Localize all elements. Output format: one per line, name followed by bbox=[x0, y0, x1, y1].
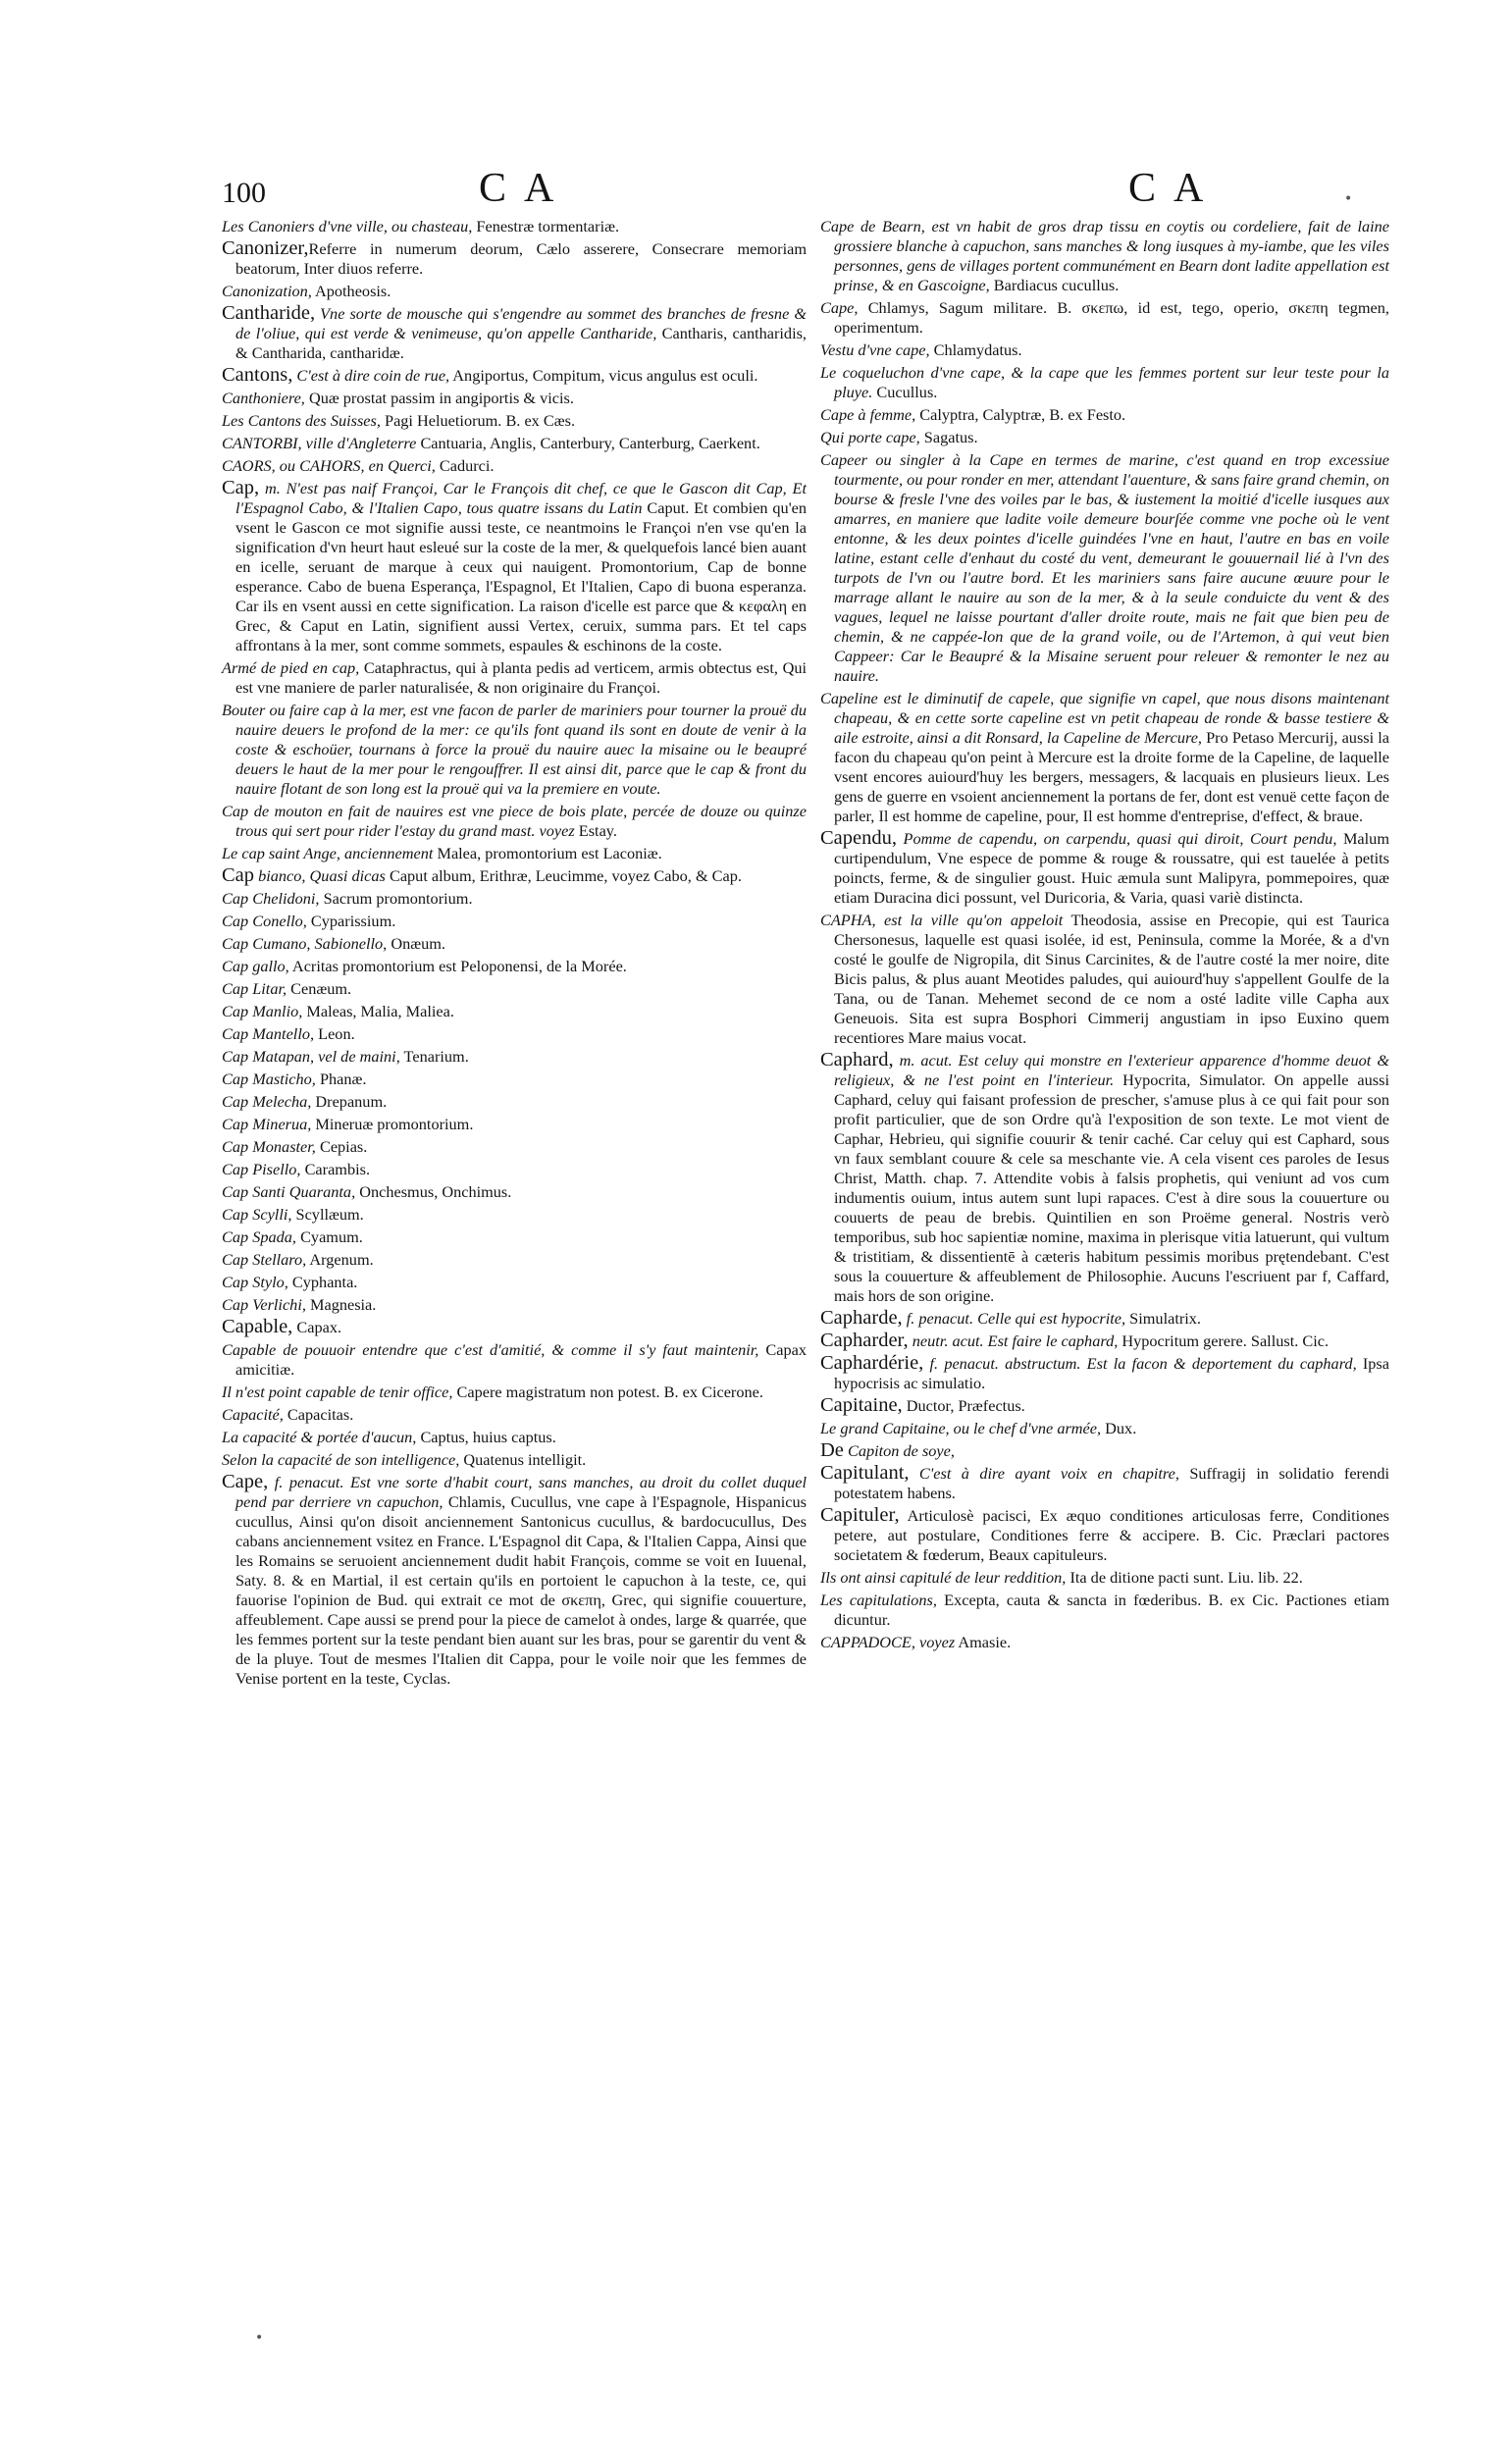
dictionary-entry bbox=[222, 433, 807, 453]
entry-french: Bouter ou faire cap à la mer, est vne facon de parler de mariniers pour tourner la prouë du nauire deuers le profond de la mer: ce qu'ils font quand ils sont en doute de venir à la coste & eschoüer, tournans à force la prouë du nauire auec la misaine ou le beaupré deuers le haut de la mer pour le rengouffrer. Il est ainsi dit, parce que le cap & front du nauire flotant de son long est la prouë qui va la premiere en voute. bbox=[222, 701, 807, 798]
dictionary-entry bbox=[820, 1505, 1389, 1565]
entry-french: Cap Stellaro, bbox=[222, 1250, 307, 1269]
entry-latin: Acritas promontorium est Peloponensi, de la Morée. bbox=[288, 957, 627, 975]
entry-french: Cape à femme, bbox=[820, 405, 916, 424]
entry-latin: Simulatrix. bbox=[1125, 1309, 1201, 1328]
entry-latin: Ipsa hypocrisis ac simulatio. bbox=[834, 1354, 1389, 1392]
entry-latin: Capacitas. bbox=[283, 1405, 354, 1424]
margin-dot: • bbox=[255, 2330, 264, 2346]
dictionary-entry bbox=[222, 1204, 807, 1225]
entry-french: Le grand Capitaine, ou le chef d'vne armée, bbox=[820, 1419, 1102, 1437]
entry-latin: Fenestræ tormentariæ. bbox=[472, 217, 620, 235]
dictionary-entry bbox=[820, 1590, 1389, 1630]
entry-latin: Malum curtipendulum, Vne espece de pomme & rouge & roussatre, qui est tauelée à petits poincts, ferme, & de singulier goust. Huic æmula sunt Malipyra, pommepoires, quæ etiam Duracina dici possunt, vel Duricoria, & Varia, quasi variè distincta. bbox=[834, 829, 1389, 907]
dictionary-entry bbox=[222, 1249, 807, 1270]
dictionary-entry bbox=[222, 956, 807, 976]
dictionary-entry bbox=[820, 1567, 1389, 1588]
entry-latin: Quatenus intelligit. bbox=[459, 1450, 587, 1469]
entry-latin: Phanæ. bbox=[315, 1070, 367, 1088]
dictionary-entry bbox=[820, 1353, 1389, 1393]
entry-headword: Caphardérie, bbox=[820, 1352, 924, 1374]
entry-headword: Cap, bbox=[222, 477, 260, 498]
entry-french: Cap Cumano, Sabionello, bbox=[222, 934, 388, 953]
entry-latin: Sacrum promontorium. bbox=[319, 889, 473, 908]
entry-latin: Amasie. bbox=[955, 1633, 1012, 1651]
entry-french: f. penacut. Celle qui est hypocrite, bbox=[902, 1309, 1126, 1328]
entry-latin: Suffragij in solidatio ferendi potestatem habens. bbox=[834, 1464, 1389, 1502]
entry-french: CAPHA, est la ville qu'on appeloit bbox=[820, 911, 1064, 929]
entry-french: Les Canoniers d'vne ville, ou chasteau, bbox=[222, 217, 473, 235]
dictionary-entry bbox=[820, 1632, 1389, 1652]
entry-latin: Malea, promontorium est Laconiæ. bbox=[433, 844, 662, 862]
dictionary-entry bbox=[820, 1331, 1389, 1351]
entry-french: Capable de pouuoir entendre que c'est d'amitié, & comme il s'y faut maintenir, bbox=[222, 1340, 759, 1359]
entry-french: Vne sorte de mousche qui s'engendre au sommet des branches de fresne & de l'oliue, qui est verde & venimeuse, qu'on appelle Cantharide, bbox=[235, 304, 807, 342]
entry-latin: Argenum. bbox=[306, 1250, 374, 1269]
entry-headword: Caphard, bbox=[820, 1049, 894, 1070]
entry-french: Cap Monaster, bbox=[222, 1137, 316, 1156]
entry-latin: Hypocrita, Simulator. On appelle aussi Caphard, celuy qui faisant profession de prescher, s'amuse plus à ce qui fait pour son profit particulier, que de son Ordre qu'à l'exposition de son texte. Le mot vient de Caphar, Hebrieu, qui signifie couurir & tenir caché. Car celuy qui est Caphard, sous vn faux semblant couure & cele sa meschante vie. A cela visent ces paroles de Iesus Christ, Matth. chap. 7. Attendite vobis à falsis prophetis, qui veniunt ad vos cum indumentis ouium, intus autem sunt lupi rapaces. C'est à dire sous la couuerture ou couuerts de peau de brebis. Quintilien en son Proëme general. Nostris verò temporibus, sub hoc sapientiæ nomine, maxima in plerisque vitia latuerunt, qui vultum & tristitiam, & dissentientē à cæteris habitum pessimis moribus prętendebant. C'est sous la couuerture & affeublement de Philosophie. Aucuns l'escriuent par f, Caffard, mais hors de son origine. bbox=[834, 1070, 1389, 1305]
dictionary-entry bbox=[222, 410, 807, 431]
dictionary-entry bbox=[222, 1114, 807, 1134]
entry-latin: Cenæum. bbox=[287, 979, 352, 998]
dictionary-entry bbox=[222, 216, 807, 236]
page-number: 100 bbox=[222, 177, 266, 209]
entry-latin: Capere magistratum non potest. B. ex Cicerone. bbox=[452, 1383, 763, 1401]
dictionary-entry bbox=[222, 1136, 807, 1157]
entry-latin: Estay. bbox=[574, 821, 617, 840]
entry-latin: Articulosè pacisci, Ex æquo conditiones articulosas ferre, Conditiones petere, aut postulare, Conditiones ferre & accipere. B. Cic. Præclari pactores societatem & fœderum, Beaux capituleurs. bbox=[834, 1506, 1389, 1564]
dictionary-entry bbox=[222, 281, 807, 301]
entry-headword: Capharder, bbox=[820, 1330, 909, 1351]
entry-latin: Caput album, Erithræ, Leucimme, voyez Cabo, & Cap. bbox=[385, 866, 742, 885]
entry-french: f. penacut. abstructum. Est la facon & deportement du caphard, bbox=[923, 1354, 1357, 1373]
dictionary-entry bbox=[222, 1046, 807, 1067]
entry-french: Cap Minerua, bbox=[222, 1115, 312, 1133]
dictionary-entry bbox=[222, 1449, 807, 1470]
dictionary-entry bbox=[222, 478, 807, 655]
dictionary-entry bbox=[222, 303, 807, 363]
dictionary-entry bbox=[820, 828, 1389, 908]
entry-french: m. acut. Est celuy qui monstre en l'exterieur apparence d'homme deuot & religieux, & ne l'est point en l'interieur. bbox=[834, 1051, 1389, 1089]
dictionary-entry bbox=[222, 911, 807, 931]
entry-french: Cap gallo, bbox=[222, 957, 289, 975]
dictionary-entry bbox=[820, 1050, 1389, 1306]
entry-latin: Drepanum. bbox=[311, 1092, 388, 1111]
dictionary-entry bbox=[222, 865, 807, 886]
dictionary-entry bbox=[222, 933, 807, 954]
dictionary-entry bbox=[222, 1069, 807, 1089]
entry-french: Cap Scylli, bbox=[222, 1205, 292, 1224]
entry-latin: Captus, huius captus. bbox=[416, 1428, 556, 1446]
entry-latin: Sagatus. bbox=[919, 428, 978, 446]
entry-headword: Capable, bbox=[222, 1316, 293, 1337]
entry-latin: Pro Petaso Mercurij, aussi la facon du chapeau qu'on peint à Mercure est la droite forme de la Capeline, de laquelle vsent encores auiourd'huy les bergers, messagers, & lacquais en plusieurs lieux. Les gens de guerre en vsoient anciennement la portans de fer, dont est venuë cette façon de parler, Il est homme de capeline, pour, Il est homme d'entreprise, d'effect, & braue. bbox=[834, 728, 1389, 825]
dictionary-entry bbox=[222, 657, 807, 698]
entry-headword: Cape, bbox=[222, 1471, 269, 1492]
entry-french: Cap Melecha, bbox=[222, 1092, 312, 1111]
dictionary-entry bbox=[820, 1395, 1389, 1416]
dictionary-entry bbox=[222, 843, 807, 863]
entry-latin: Capax. bbox=[292, 1318, 342, 1336]
entry-latin: Cataphractus, qui à planta pedis ad verticem, armis obtectus est, Qui est vne maniere de parler naturalisée, & non originaire du Françoi. bbox=[235, 658, 808, 697]
entry-french: f. penacut. Est vne sorte d'habit court, sans manches, au droit du collet duquel pend par derriere vn capuchon, bbox=[235, 1473, 807, 1511]
entry-french: bianco, Quasi dicas bbox=[254, 866, 386, 885]
entry-headword: De bbox=[820, 1439, 844, 1461]
dictionary-entry bbox=[820, 1418, 1389, 1438]
dictionary-entry bbox=[820, 339, 1389, 360]
entry-headword: Capendu, bbox=[820, 827, 897, 849]
entry-french: Cap de mouton en fait de nauires est vne piece de bois plate, percée de douze ou quinze trous qui sert pour rider l'estay du grand mast. voyez bbox=[222, 802, 807, 840]
entry-french: Armé de pied en cap, bbox=[222, 658, 360, 677]
entry-french: Le cap saint Ange, anciennement bbox=[222, 844, 434, 862]
entry-latin: Quæ prostat passim in angiportis & vicis. bbox=[304, 389, 574, 407]
right-column bbox=[820, 216, 1389, 1654]
entry-french: C'est à dire ayant voix en chapitre, bbox=[909, 1464, 1179, 1483]
entry-french: Capiton de soye, bbox=[843, 1441, 955, 1460]
dictionary-entry bbox=[820, 688, 1389, 826]
dictionary-entry bbox=[222, 1023, 807, 1044]
entry-french: Cap Conello, bbox=[222, 912, 307, 930]
entry-latin: Apotheosis. bbox=[311, 282, 391, 300]
entry-french: Cap Matapan, vel de maini, bbox=[222, 1047, 400, 1066]
entry-french: Vestu d'vne cape, bbox=[820, 340, 930, 359]
entry-headword: Cantons, bbox=[222, 364, 293, 386]
entry-latin: Chlamydatus. bbox=[929, 340, 1022, 359]
entry-latin: Ductor, Præfectus. bbox=[902, 1396, 1025, 1415]
dictionary-entry bbox=[222, 1159, 807, 1179]
entry-french: Canonization, bbox=[222, 282, 312, 300]
entry-french: CAPPADOCE, voyez bbox=[820, 1633, 956, 1651]
entry-latin: Onchesmus, Onchimus. bbox=[355, 1182, 512, 1201]
dictionary-entry bbox=[222, 1382, 807, 1402]
entry-french: Qui porte cape, bbox=[820, 428, 920, 446]
entry-headword: Cap bbox=[222, 864, 255, 886]
entry-latin: Carambis. bbox=[300, 1160, 371, 1178]
dictionary-entry bbox=[820, 404, 1389, 425]
entry-french: La capacité & portée d'aucun, bbox=[222, 1428, 417, 1446]
dictionary-entry bbox=[820, 1308, 1389, 1329]
dictionary-entry bbox=[820, 910, 1389, 1048]
dictionary-entry bbox=[222, 700, 807, 799]
running-head-left: CA bbox=[479, 166, 572, 211]
entry-latin: Ita de ditione pacti sunt. Liu. lib. 22. bbox=[1066, 1568, 1303, 1587]
entry-french: Cape de Bearn, est vn habit de gros drap tissu en coytis ou cordeliere, fait de laine grossiere blanche à capuchon, sans manches & long iusques à my-iambe, que les viles personnes, gens de villages portent communément en Bearn dont ladite appellation est prinse, & en Gascoigne, bbox=[820, 217, 1389, 294]
dictionary-entry bbox=[222, 1001, 807, 1021]
dictionary-entry bbox=[820, 449, 1389, 686]
entry-headword: Canonizer, bbox=[222, 237, 309, 259]
entry-latin: Capax amicitiæ. bbox=[235, 1340, 807, 1379]
dictionary-entry bbox=[222, 978, 807, 999]
entry-headword: Capituler, bbox=[820, 1504, 900, 1526]
entry-latin: Angiportus, Compitum, vicus angulus est oculi. bbox=[449, 366, 758, 385]
left-column bbox=[222, 216, 807, 1691]
margin-dot: • bbox=[1344, 191, 1353, 207]
entry-latin: Scyllæum. bbox=[291, 1205, 364, 1224]
dictionary-entry bbox=[222, 1226, 807, 1247]
entry-french: Cap Pisello, bbox=[222, 1160, 301, 1178]
entry-latin: Cucullus. bbox=[872, 383, 938, 401]
entry-french: Pomme de capendu, on carpendu, quasi qui diroit, Court pendu, bbox=[897, 829, 1337, 848]
dictionary-entry bbox=[222, 888, 807, 909]
entry-latin: Mineruæ promontorium. bbox=[311, 1115, 474, 1133]
entry-latin: Onæum. bbox=[387, 934, 445, 953]
dictionary-entry bbox=[820, 216, 1389, 295]
dictionary-entry bbox=[222, 1317, 807, 1337]
entry-latin: Dux. bbox=[1101, 1419, 1137, 1437]
dictionary-entry bbox=[222, 1404, 807, 1425]
entry-latin: Cyamum. bbox=[296, 1227, 363, 1246]
entry-latin: Leon. bbox=[314, 1024, 355, 1043]
entry-latin: Cantuaria, Anglis, Canterbury, Canterburg, Caerkent. bbox=[416, 434, 760, 452]
entry-latin: Bardiacus cucullus. bbox=[989, 276, 1120, 294]
dictionary-entry bbox=[222, 1472, 807, 1689]
entry-french: Capacité, bbox=[222, 1405, 284, 1424]
dictionary-entry bbox=[222, 1091, 807, 1112]
dictionary-entry bbox=[820, 427, 1389, 447]
entry-latin: Tenarium. bbox=[399, 1047, 469, 1066]
entry-french: Cap Stylo, bbox=[222, 1273, 288, 1291]
entry-french: Cap Chelidoni, bbox=[222, 889, 320, 908]
entry-latin: Calyptra, Calyptræ, B. ex Festo. bbox=[915, 405, 1126, 424]
entry-french: C'est à dire coin de rue, bbox=[292, 366, 450, 385]
dictionary-entry bbox=[222, 801, 807, 841]
entry-french: Cap Mantello, bbox=[222, 1024, 315, 1043]
entry-headword: Capitaine, bbox=[820, 1394, 903, 1416]
entry-latin: Chlamis, Cucullus, vne cape à l'Espagnole, Hispanicus cucullus, Ainsi qu'on disoit anciennement Santonicus cucullus, & bardocucullus, Des cabans anciennement vsitez en France. L'Espagnol dit Capa, & l'Italien Cappa, Ainsi que les Romains se seruoient anciennement dudit habit François, comme se voit en Iuuenal, Saty. 8. & en Martial, il est certain qu'ils en portoient le capuchon à la teste, ce, qui fauorise l'opinion de Bud. qui extrait ce mot de σκεπη, Grec, qui signifie couuerture, affeublement. Cape aussi se prend pour la piece de camelot à ondes, large & quarrée, que les femmes portent sur la teste pendant bien auant sur les bras, pour se garentir du vent & de la pluye. Tout de mesmes l'Italien dit Cappa, pour le voile noir que les femmes de Venise portent en la teste, Cyclas. bbox=[235, 1492, 807, 1688]
dictionary-entry bbox=[820, 297, 1389, 338]
running-head-right: CA bbox=[1128, 166, 1222, 211]
entry-headword: Capitulant, bbox=[820, 1462, 910, 1484]
entry-headword: Cantharide, bbox=[222, 302, 316, 324]
entry-french: Les Cantons des Suisses, bbox=[222, 411, 381, 430]
dictionary-entry bbox=[222, 455, 807, 476]
entry-french: Capeer ou singler à la Cape en termes de marine, c'est quand en trop excessiue tourmente, ou pour ronder en mer, attendant l'auenture, & sans faire grand chemin, on bourse & fresle l'vne des voiles par le bas, & iustement la moitié d'icelle iusques aux amarres, en maniere que ladite voile demeure bourſée comme vne poche où le vent entonne, & les deux pointes d'icelle guindées l'vne en haut, l'autre en bas en voile latine, estant celle d'enhaut du costé du vent, demeurant le gouuernail lié à l'vn des turpots de l'vn ou l'autre bord. Et les mariniers sans faire aucune œuure pour le marrage allant le nauire au son de la mer, & à la seule conduicte du vent & des vagues, lequel ne laisse pourtant d'aller droite route, mais ne fait que bien peu de chemin, & ne cappée-lon que de la grand voile, ou de l'Artemon, à qui veut bien Cappeer: Car le Beaupré & la Misaine seruent pour releuer & remonter le nez au nauire. bbox=[820, 450, 1389, 685]
entry-french: Cap Spada, bbox=[222, 1227, 296, 1246]
entry-french: Les capitulations, bbox=[820, 1591, 937, 1609]
entry-french: Le coqueluchon d'vne cape, & la cape que les femmes portent sur leur teste pour la pluye. bbox=[820, 363, 1389, 401]
dictionary-entry bbox=[222, 1339, 807, 1380]
dictionary-entry bbox=[222, 1427, 807, 1447]
entry-latin: Maleas, Malia, Maliea. bbox=[302, 1002, 454, 1020]
entry-french: Cap Manlio, bbox=[222, 1002, 303, 1020]
entry-latin: Hypocritum gerere. Sallust. Cic. bbox=[1118, 1331, 1330, 1350]
dictionary-entry bbox=[820, 1440, 1389, 1461]
entry-french: Ils ont ainsi capitulé de leur reddition, bbox=[820, 1568, 1067, 1587]
dictionary-entry bbox=[222, 1294, 807, 1315]
entry-french: Cap Litar, bbox=[222, 979, 287, 998]
entry-french: neutr. acut. Est faire le caphard, bbox=[908, 1331, 1119, 1350]
dictionary-entry bbox=[222, 1272, 807, 1292]
dictionary-entry bbox=[222, 365, 807, 386]
entry-french: m. N'est pas naif Françoi, Car le François dit chef, ce que le Gascon dit Cap, Et l'Espagnol Cabo, & l'Italien Capo, tous quatre issans du Latin bbox=[235, 479, 807, 517]
dictionary-entry bbox=[222, 1181, 807, 1202]
entry-french: Cap Masticho, bbox=[222, 1070, 316, 1088]
entry-latin: Caput. Et combien qu'en vsent le Gascon ce mot signifie aussi teste, ce neantmoins le Françoi n'en vse qu'en la signification d'vn heurt haut esleué sur la coste de la mer, & quelquefois lancé bien auant en icelle, seruant de marque à ceux qui nauigent. Promontorium, Cap de bonne esperance. Cabo de buena Esperança, l'Espagnol, Et l'Italien, Capo di buona esperanza. Car ils en vsent aussi en cette signification. La raison d'icelle est parce que & κεφαλη en Grec, & Caput en Latin, signifient aussi Vertex, ceruix, summa pars. Et tel caps affrontans à la mer, sont comme sommets, espaules & eschinons de la coste. bbox=[235, 498, 807, 654]
entry-latin: Cepias. bbox=[315, 1137, 368, 1156]
entry-latin: Pagi Heluetiorum. B. ex Cæs. bbox=[380, 411, 576, 430]
entry-french: Capeline est le diminutif de capele, que signifie vn capel, que nous disons maintenant chapeau, & en cette sorte capeline est vn petit chapeau de ronde & basse testiere & aile estroite, ainsi a dit Ronsard, la Capeline de Mercure, bbox=[820, 689, 1389, 747]
dictionary-entry bbox=[222, 388, 807, 408]
entry-latin: Excepta, cauta & sancta in fœderibus. B. ex Cic. Pactiones etiam dicuntur. bbox=[834, 1591, 1389, 1629]
dictionary-entry bbox=[820, 1463, 1389, 1503]
entry-french: CAORS, ou CAHORS, en Querci, bbox=[222, 456, 436, 475]
entry-french: Cap Santi Quaranta, bbox=[222, 1182, 356, 1201]
entry-latin: Chlamys, Sagum militare. B. σκεπω, id est, tego, operio, σκεπη tegmen, operimentum. bbox=[834, 298, 1389, 337]
entry-latin: Cadurci. bbox=[435, 456, 495, 475]
entry-french: Canthoniere, bbox=[222, 389, 305, 407]
entry-latin: Magnesia. bbox=[305, 1295, 377, 1314]
entry-latin: Cyparissium. bbox=[306, 912, 396, 930]
entry-latin: Referre in numerum deorum, Cælo asserere, Consecrare memoriam beatorum, Inter diuos referre. bbox=[235, 239, 807, 278]
entry-headword: Capharde, bbox=[820, 1307, 903, 1329]
entry-latin: Cantharis, cantharidis, & Cantharida, cantharidæ. bbox=[235, 324, 807, 362]
entry-french: Cap Verlichi, bbox=[222, 1295, 306, 1314]
entry-french: CANTORBI, ville d'Angleterre bbox=[222, 434, 417, 452]
entry-french: Cape, bbox=[820, 298, 859, 317]
dictionary-entry bbox=[820, 362, 1389, 402]
entry-latin: Theodosia, assise en Precopie, qui est Taurica Chersonesus, laquelle est quasi isolée, id est, Peninsula, comme la Morée, & a d'vn costé le goulfe de Nigropila, dit Sinus Carcinites, & de l'autre costé la mer noire, dite Bicis palus, & plus auant Meotides paludes, qui auiourd'huy s'appellent Goulfe de la Tana, ou de Tanan. Mehemet second de ce nom a osté ladite ville Capha aux Geneuois. Sita est supra Bosphori Cimmerij angustiam in ipso Euxino quem recentiores Mare maius vocat. bbox=[834, 911, 1389, 1047]
entry-french: Il n'est point capable de tenir office, bbox=[222, 1383, 453, 1401]
dictionary-entry bbox=[222, 238, 807, 279]
entry-french: Selon la capacité de son intelligence, bbox=[222, 1450, 460, 1469]
entry-latin: Cyphanta. bbox=[287, 1273, 358, 1291]
